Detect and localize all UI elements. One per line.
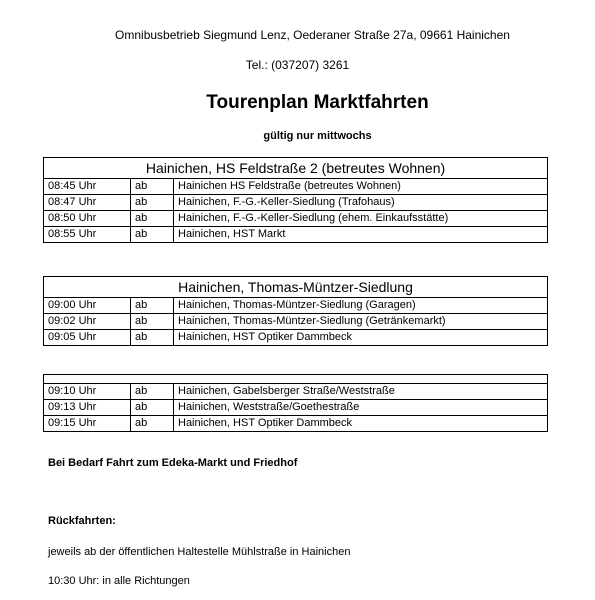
departure-marker: ab [131, 211, 174, 227]
departure-time: 09:05 Uhr [44, 330, 131, 346]
page-title: Tourenplan Marktfahrten [206, 92, 429, 113]
table-row [44, 298, 548, 314]
departure-time: 08:50 Uhr [44, 211, 131, 227]
table-row [44, 384, 548, 400]
return-trips-time: 10:30 Uhr: in alle Richtungen [48, 575, 190, 587]
stop-name: Hainichen, F.-G.-Keller-Siedlung (Trafohaus) [174, 195, 548, 211]
table-row [44, 416, 548, 432]
stop-name: Hainichen, HST Markt [174, 227, 548, 243]
route-heading: Hainichen, Thomas-Müntzer-Siedlung [44, 277, 548, 298]
table-row [44, 195, 548, 211]
departure-marker: ab [131, 384, 174, 400]
table-row [44, 227, 548, 243]
return-trips-stop: jeweils ab der öffentlichen Haltestelle Mühlstraße in Hainichen [48, 546, 351, 558]
table-row [44, 179, 548, 195]
stop-name: Hainichen, Thomas-Müntzer-Siedlung (Getränkemarkt) [174, 314, 548, 330]
departure-time: 08:45 Uhr [44, 179, 131, 195]
route-heading-empty [44, 375, 548, 384]
departure-marker: ab [131, 416, 174, 432]
departure-time: 09:15 Uhr [44, 416, 131, 432]
stop-name: Hainichen, Gabelsberger Straße/Weststraße [174, 384, 548, 400]
company-address: Omnibusbetrieb Siegmund Lenz, Oederaner Straße 27a, 09661 Hainichen [115, 28, 510, 42]
route-table-weststrasse [43, 374, 548, 432]
route-table-muentzer-siedlung [43, 276, 548, 346]
departure-time: 09:02 Uhr [44, 314, 131, 330]
table-row [44, 330, 548, 346]
table-row [44, 211, 548, 227]
route-heading: Hainichen, HS Feldstraße 2 (betreutes Wohnen) [44, 158, 548, 179]
return-trips-heading: Rückfahrten: [48, 515, 116, 527]
departure-time: 09:00 Uhr [44, 298, 131, 314]
departure-marker: ab [131, 179, 174, 195]
stop-name: Hainichen, HST Optiker Dammbeck [174, 330, 548, 346]
on-demand-note: Bei Bedarf Fahrt zum Edeka-Markt und Friedhof [48, 457, 298, 469]
departure-marker: ab [131, 195, 174, 211]
departure-marker: ab [131, 314, 174, 330]
stop-name: Hainichen, F.-G.-Keller-Siedlung (ehem. Einkaufsstätte) [174, 211, 548, 227]
stop-name: Hainichen, Thomas-Müntzer-Siedlung (Garagen) [174, 298, 548, 314]
departure-marker: ab [131, 227, 174, 243]
departure-time: 08:55 Uhr [44, 227, 131, 243]
stop-name: Hainichen, HST Optiker Dammbeck [174, 416, 548, 432]
departure-marker: ab [131, 298, 174, 314]
departure-time: 08:47 Uhr [44, 195, 131, 211]
stop-name: Hainichen HS Feldstraße (betreutes Wohnen) [174, 179, 548, 195]
departure-time: 09:10 Uhr [44, 384, 131, 400]
departure-marker: ab [131, 330, 174, 346]
table-row [44, 400, 548, 416]
departure-marker: ab [131, 400, 174, 416]
table-row [44, 314, 548, 330]
stop-name: Hainichen, Weststraße/Goethestraße [174, 400, 548, 416]
departure-time: 09:13 Uhr [44, 400, 131, 416]
phone-number: Tel.: (037207) 3261 [245, 58, 350, 72]
route-table-feldstrasse [43, 157, 548, 243]
validity-note: gültig nur mittwochs [263, 130, 372, 142]
